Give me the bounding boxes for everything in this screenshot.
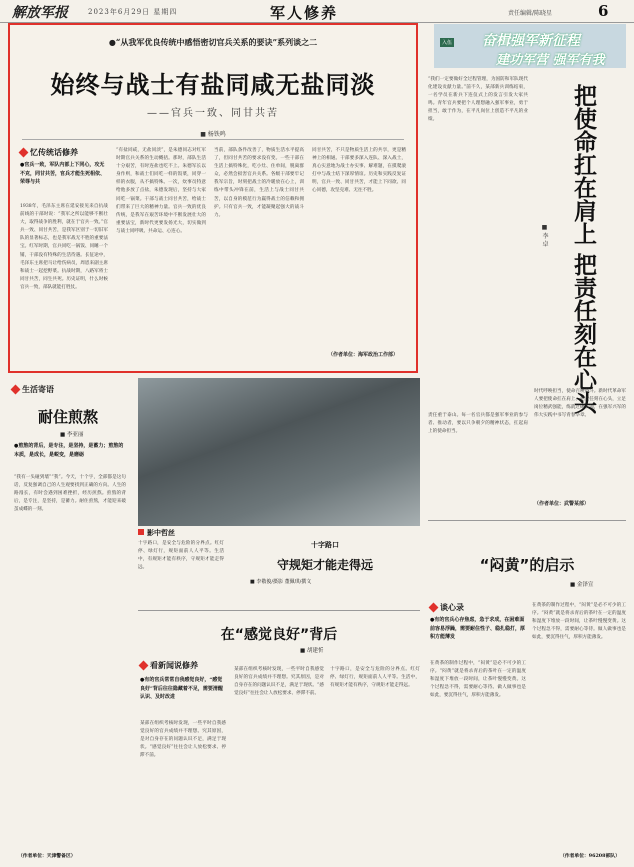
author-unit: （作者单位：天津警备区） bbox=[18, 853, 76, 859]
divider bbox=[428, 520, 626, 521]
editor-credit: 责任编辑/陈晓星 bbox=[508, 10, 553, 17]
pull-quote: ●有的官兵常常自我感觉良好，“感觉良好”背后往往隐藏着不足，需要清醒认识、及时改进 bbox=[140, 677, 223, 700]
lead-article[interactable] bbox=[8, 23, 418, 373]
article-column-3: 当前，部队条件改善了，物质生活水平提高了，但同甘共苦的要求没有变。一些干部在生活上搞特殊化，吃小灶、住单间，脱离群众，必然会损害官兵关系。各级干部要牢记我军宗旨，时刻把战士的冷暖放在心上，训练中带头冲锋在前，生活上与战士同甘共苦，以自身的模范行为赢得战士的信赖和拥护。只有官兵一致，才能凝聚起强大的战斗力。 bbox=[214, 148, 304, 218]
article-byline: ■ 李敬俊/摄影 董佩琪/撰文 bbox=[250, 579, 312, 585]
article-subhead: ——官兵一致、同甘共苦 bbox=[147, 108, 279, 119]
newspaper-logo: 解放军报 bbox=[12, 5, 68, 21]
section-title: 军人修养 bbox=[270, 4, 339, 22]
article-column-1: 在黄茶的制作过程中，“闷黄”是必不可少的工序。“闷黄”就是将杀青后的茶叶在一定的温度和湿度下堆放一段时间，让茶叶慢慢变黄。这个过程急不得，需要耐心等待。做人做事也是如此，要沉得住气，厚积方能薄发。 bbox=[430, 661, 526, 699]
diamond-icon bbox=[139, 661, 149, 671]
diamond-icon bbox=[11, 385, 21, 395]
vertical-headline: 把使命扛在肩上 把责任刻在心头 bbox=[570, 84, 596, 415]
masthead bbox=[0, 0, 634, 23]
article-byline: ■ 杨铁鸣 bbox=[200, 131, 226, 138]
article-column-2: 某部在组织考核时发现，一些平时自我感觉良好的官兵成绩并不理想。究其原因，是对自身存在的问题认识不足，满足于现状。“感觉良好”往往会让人放松要求、停滞不前。 bbox=[234, 667, 324, 697]
article-body: “我有一头碰到墙”“我”。今天，十个字，全部都是这句话，反复强调自己的人生观要找到正确的方向。人生的路漫长，有时会遇到困难挫折，经历煎熬。煎熬的背后，是专注，是坚持，是蓄力。耐住煎熬，才能迎来破茧成蝶的一刻。 bbox=[14, 475, 126, 513]
article-title: “闷黄”的启示 bbox=[479, 556, 575, 574]
photo-city-crossing bbox=[138, 378, 420, 526]
article-headline: 始终与战士有盐同咸无盐同淡 bbox=[50, 71, 376, 99]
right-column-c: 责任重于泰山。每一名官兵都是强军事业的参与者、推动者，要以只争朝夕的精神状态，扛起肩上的使命担当。 bbox=[428, 413, 528, 435]
pull-quote: ●有的官兵心存焦虑，急于求成，在困难面前容易浮躁，需要耐住性子、稳扎稳打，厚积方能薄发 bbox=[430, 617, 526, 640]
article-byline: ■ 金泽宣 bbox=[570, 582, 594, 588]
article-column-1: 1938年，毛泽东主席在延安接见来自抗战前线的干部时说：“我军之所以能够不断壮大，取得战争的胜利，就在于官兵一致。”官兵一致、同甘共苦，是我军区别于一切旧军队的显著标志，也是我军战无不胜的重要法宝。红军时期，官兵同吃一锅饭、同睡一个铺，干部没有特殊的生活待遇。长征途中，毛泽东主席把马让给伤病员，周恩来副主席和战士一起挖野菜。抗战时期，八路军将士同甘共苦，同生共死。历史证明，什么时候官兵一致，部队就能打胜仗。 bbox=[20, 204, 108, 290]
column-tag: 生活寄语 bbox=[12, 384, 54, 395]
pull-quote: ●煎熬的背后，是专注，是坚持，是蓄力；煎熬的本质，是成长，是蜕变，是磨砺 bbox=[14, 443, 124, 458]
author-unit: （作者单位：96208部队） bbox=[560, 853, 620, 859]
article-byline: ■ 胡建忻 bbox=[300, 648, 324, 654]
divider bbox=[22, 139, 404, 140]
right-column-a: “我们一定要做好全过程管理，为国防和军队现代化建设贡献力量。”前不久，某部新兵训练结束，一名学员在新兵下连仪式上的发言引发大家共鸣。青年官兵要把个人理想融入强军事业，勇于担当，敢于作为，在平凡岗位上创造不平凡的业绩。 bbox=[428, 77, 528, 123]
feature-banner bbox=[434, 24, 626, 68]
right-author-unit: （作者单位：武警某部） bbox=[534, 501, 590, 507]
banner-line-2: 建功军营 强军有我 bbox=[496, 53, 605, 68]
diamond-icon bbox=[19, 148, 29, 158]
article-column-3: 十字路口，是安全与危险的分界点。红灯停、绿灯行，规矩面前人人平等。生活中，有规矩才能有秩序，守规矩才能走得远。 bbox=[330, 667, 420, 689]
article-column-2: 在黄茶的制作过程中，“闷黄”是必不可少的工序。“闷黄”就是将杀青后的茶叶在一定的温度和湿度下堆放一段时间，让茶叶慢慢变黄。这个过程急不得，需要耐心等待。做人做事也是如此，要沉得住气，厚积方能薄发。 bbox=[532, 603, 626, 641]
section-center-title: 十字路口 bbox=[311, 540, 339, 549]
right-column-b: 时代呼唤担当，使命召唤奋斗。新时代革命军人要把使命扛在肩上、把责任刻在心头，立足岗位精武强能，练就过硬本领，在强军兴军的伟大实践中书写青春华章。 bbox=[534, 389, 626, 419]
column-tag: 看新闻说修养 bbox=[140, 660, 198, 671]
article-byline: ■ 李亚丽 bbox=[60, 432, 84, 438]
banner-line-1: 奋楫强军新征程 bbox=[482, 33, 580, 49]
article-column-2: “有盐同咸，无盐同淡”，是朱德同志对红军时期官兵关系的生动概括。那时，部队生活十分艰苦，有时连盐也吃不上。朱德军长以身作则，和战士们同吃一样的饭菜，同穿一样的衣服，从不搞特殊。一次，炊事员特意给他多放了点盐，朱德发现后，坚持与大家同吃一锅菜。干部与战士同甘共苦，给战士们带来了巨大的精神力量。官兵一致的优良传统，是我军在艰苦环境中不断发展壮大的重要法宝，新时代更要发扬光大，切实做到与战士同呼吸、共命运、心连心。 bbox=[116, 148, 206, 234]
article-title: 耐住煎熬 bbox=[37, 408, 98, 426]
column-tag: 谈心录 bbox=[430, 602, 464, 613]
article-title: 在“感觉良好”背后 bbox=[220, 627, 338, 643]
banner-tag: 入伍 bbox=[442, 40, 453, 46]
photo-column-title: 影中哲丝 bbox=[138, 528, 175, 538]
page-number: 6 bbox=[598, 2, 609, 20]
series-kicker: ●“从我军优良传统中感悟密切官兵关系的要诀”系列谈之二 bbox=[108, 37, 318, 47]
article-column-1: 某部在组织考核时发现，一些平时自我感觉良好的官兵成绩并不理想。究其原因，是对自身存在的问题认识不足，满足于现状。“感觉良好”往往会让人放松要求、停滞不前。 bbox=[140, 721, 226, 759]
column-tag: 忆传统话修养 bbox=[20, 147, 78, 158]
issue-date: 2023年6月29日 星期四 bbox=[88, 8, 178, 16]
article-column-4: 同甘共苦，不只是物质生活上的共享，更是精神上的相通。干部要多深入连队、深入战士，真心实意地为战士办实事、解难题，在摸爬滚打中与战士结下深厚情谊。历史和实践反复证明，官兵一致、同甘共苦，才能上下同欲、同心同德，攻坚克难、无往不胜。 bbox=[312, 148, 406, 194]
divider bbox=[138, 610, 420, 611]
author-unit: （作者单位：海军政治工作部） bbox=[328, 352, 399, 358]
article-title: 守规矩才能走得远 bbox=[276, 558, 373, 572]
pull-quote: ●官兵一致，军队内部上下同心，攻无不克，同甘共苦，官兵才能生死相依、荣辱与共 bbox=[20, 162, 106, 185]
diamond-icon bbox=[429, 603, 439, 613]
vertical-byline: ■ 李 卓 bbox=[541, 224, 548, 247]
photo-caption-text: 十字路口，是安全与危险的分界点。红灯停、绿灯行，规矩面前人人平等。生活中，有规矩才能有秩序，守规矩才能走得远。 bbox=[138, 541, 224, 571]
square-icon bbox=[138, 529, 144, 535]
